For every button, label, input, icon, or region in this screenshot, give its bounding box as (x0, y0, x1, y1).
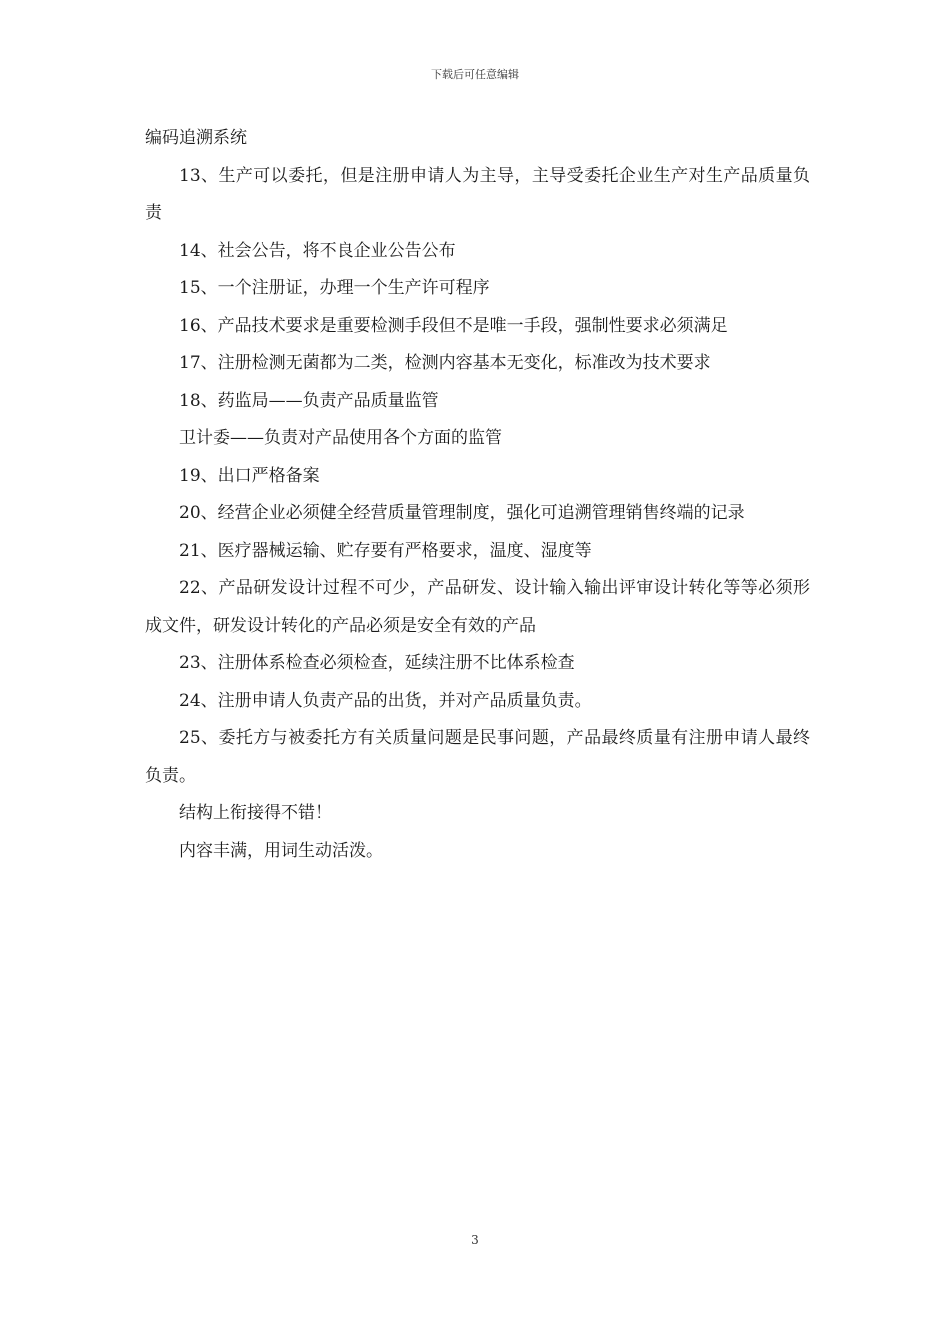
paragraph: 19、出口严格备案 (179, 465, 320, 486)
paragraph: 20、经营企业必须健全经营质量管理制度，强化可追溯管理销售终端的记录 (179, 503, 745, 523)
paragraph: 16、产品技术要求是重要检测手段但不是唯一手段，强制性要求必须满足 (179, 315, 728, 336)
paragraph: 18、药监局——负责产品质量监管 (179, 390, 439, 411)
page-number: 3 (471, 1233, 479, 1247)
paragraph: 内容丰满，用词生动活泼。 (179, 840, 383, 861)
document-body (145, 120, 810, 870)
paragraph: 14、社会公告，将不良企业公告公布 (179, 240, 456, 261)
paragraph: 21、医疗器械运输、贮存要有严格要求，温度、湿度等 (179, 540, 592, 561)
paragraph: 结构上衔接得不错！ (179, 803, 332, 823)
paragraph: 编码追溯系统 (145, 128, 247, 148)
paragraph: 卫计委——负责对产品使用各个方面的监管 (179, 428, 502, 448)
paragraph: 13、生产可以委托，但是注册申请人为主导，主导受委托企业生产对生产品质量负责 (145, 165, 810, 223)
paragraph: 17、注册检测无菌都为二类，检测内容基本无变化，标准改为技术要求 (179, 353, 711, 373)
page-header: 下载后可任意编辑 (431, 68, 519, 81)
paragraph: 22、产品研发设计过程不可少，产品研发、设计输入输出评审设计转化等等必须形成文件，研发设计转化的产品必须是安全有效的产品 (145, 578, 810, 636)
paragraph: 23、注册体系检查必须检查，延续注册不比体系检查 (179, 653, 575, 673)
paragraph: 25、委托方与被委托方有关质量问题是民事问题，产品最终质量有注册申请人最终负责。 (145, 728, 810, 786)
paragraph: 24、注册申请人负责产品的出货，并对产品质量负责。 (179, 690, 592, 711)
paragraph: 15、一个注册证，办理一个生产许可程序 (179, 278, 490, 298)
